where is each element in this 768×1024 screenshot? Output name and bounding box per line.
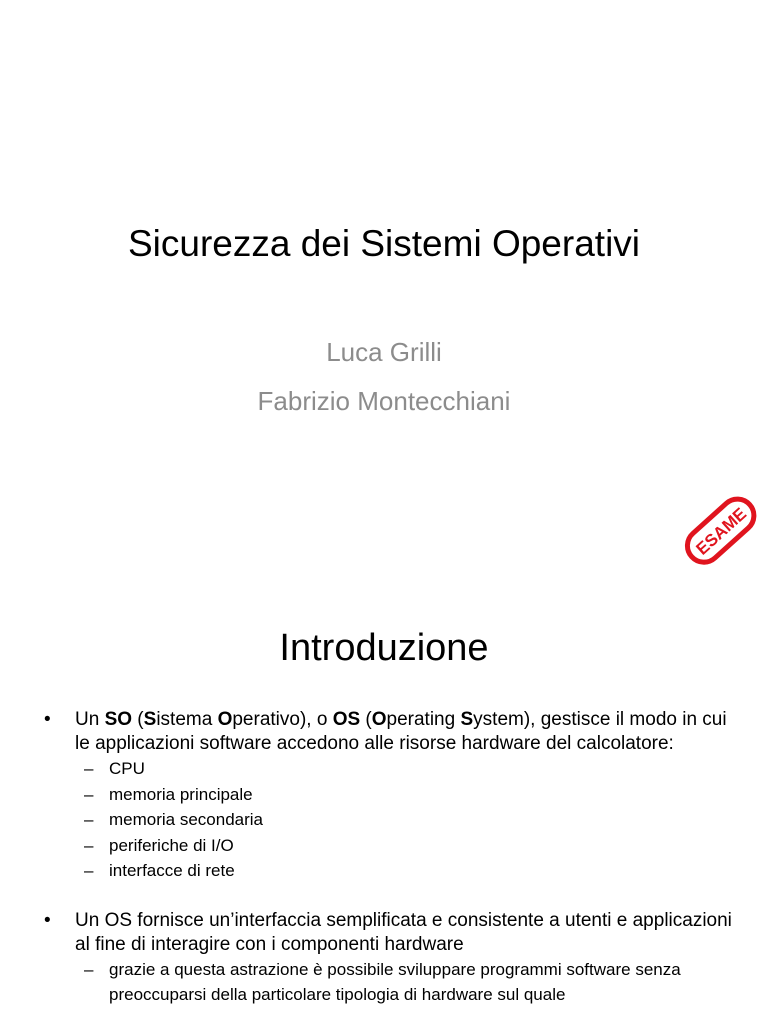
- bullet-item: [0, 708, 768, 756]
- dash-glyph: –: [84, 810, 94, 829]
- stamp-label: ESAME: [692, 504, 751, 559]
- sub-item-text: CPU: [109, 759, 145, 778]
- sub-item-text: interfacce di rete: [109, 861, 235, 880]
- slide-body: [0, 708, 768, 1008]
- bullet-text: perating: [386, 709, 461, 730]
- presentation-title: Sicurezza dei Sistemi Operativi: [127, 223, 641, 264]
- sub-item-text: memoria secondaria: [109, 810, 264, 829]
- content-slide: [0, 576, 768, 1024]
- sub-item: [0, 957, 768, 1008]
- author-name: Luca Grilli: [326, 337, 442, 367]
- sub-item: [0, 833, 768, 859]
- bullet-bold-text: S: [460, 709, 474, 730]
- bullet-text: (: [132, 709, 144, 730]
- dash-glyph: –: [84, 959, 94, 979]
- sub-item: [0, 858, 768, 884]
- dash-glyph: –: [84, 759, 94, 778]
- bullet-text: (: [360, 709, 372, 730]
- bullet-glyph: •: [44, 909, 51, 931]
- bullet-text: Un: [75, 709, 105, 730]
- sub-item: [0, 782, 768, 808]
- bullet-text: istema: [156, 709, 218, 730]
- slide-title: Introduzione: [279, 627, 489, 669]
- sub-item: [0, 756, 768, 782]
- sub-item-text: grazie a questa astrazione è possibile sviluppare programmi software senza preoccuparsi della particolare tipologia di hardware sul quale: [109, 959, 681, 1004]
- sub-item: [0, 807, 768, 833]
- sub-item-text: periferiche di I/O: [109, 835, 234, 855]
- esame-stamp-icon: [675, 492, 767, 570]
- bullet-text: perativo), o: [232, 709, 333, 730]
- bullet-bold-text: O: [371, 709, 387, 730]
- dash-glyph: –: [84, 835, 94, 855]
- author-name: Fabrizio Montecchiani: [257, 386, 511, 416]
- bullet-text: ystem), gestisce il modo in cui le applicazioni software accedono alle risorse hardware del calcolatore:: [75, 709, 727, 754]
- dash-glyph: –: [84, 784, 94, 804]
- bullet-glyph: •: [44, 709, 51, 730]
- bullet-text: Un OS fornisce un’interfaccia semplificata e consistente a utenti e applicazioni al fine di interagire con i componenti hardware: [75, 909, 732, 955]
- bullet-bold-text: O: [217, 709, 233, 730]
- dash-glyph: –: [84, 861, 94, 880]
- bullet-bold-text: SO: [104, 709, 133, 730]
- sub-item-text: memoria principale: [109, 784, 253, 804]
- bullet-bold-text: S: [143, 709, 157, 730]
- bullet-item: [0, 909, 768, 957]
- bullet-bold-text: OS: [332, 709, 361, 730]
- spacer: [0, 884, 768, 909]
